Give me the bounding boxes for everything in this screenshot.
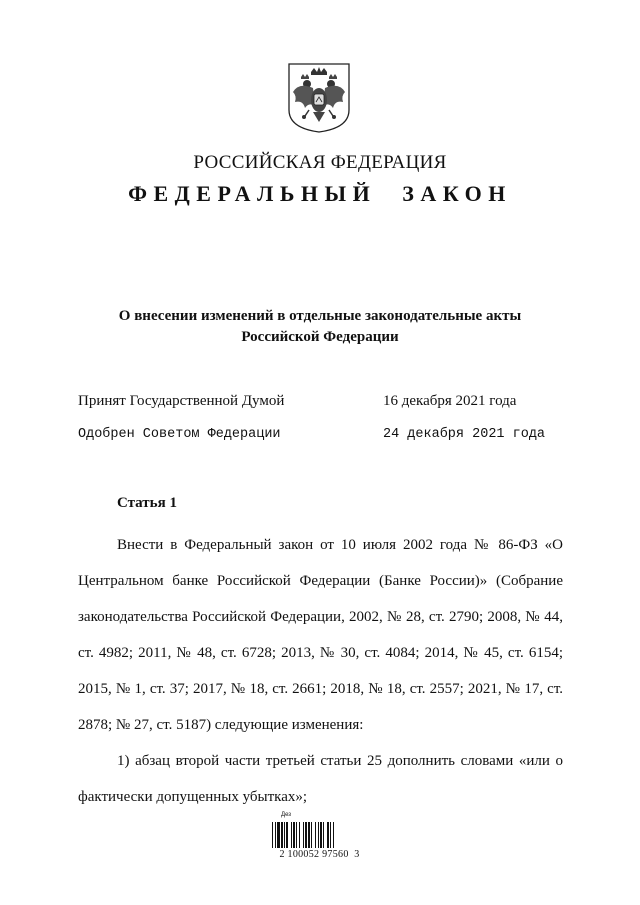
barcode-bar — [330, 822, 331, 848]
barcode-bars-icon — [272, 822, 368, 848]
document-title — [100, 306, 540, 348]
article-body — [78, 527, 563, 815]
article-paragraph: Внести в Федеральный закон от 10 июля 2002 года № 86-ФЗ «О Центральном банке Российской Федерации (Банке России)» (Собрание законодательства Российской Федерации, 2002, № 28, ст. 2790; 2008, № 44, ст. 4982; 2011, № 48, ст. 6728; 2013, № 30, ст. 4084; 2014, № 45, ст. 6154; 2015, № 1, ст. 37; 2017, № 18, ст. 2661; 2018, № 18, ст. 2557; 2021, № 17, ст. 2878; № 27, ст. 5187) следующие изменения: — [78, 537, 563, 733]
barcode-bar — [286, 822, 288, 848]
document-title-line: Российской Федерации — [241, 329, 399, 345]
barcode-bar — [293, 822, 295, 848]
document-type-heading: ФЕДЕРАЛЬНЫЙ ЗАКОН — [128, 181, 512, 206]
barcode-bar — [305, 822, 307, 848]
barcode-mark: Дез — [281, 812, 292, 818]
barcode-bar — [315, 822, 316, 848]
document-title-line: О внесении изменений в отдельные законодательные акты — [118, 308, 522, 324]
barcode-bar — [275, 822, 276, 848]
barcode-bar — [318, 822, 319, 848]
barcode-bar — [333, 822, 334, 848]
adoption-date: 16 декабря 2021 года — [383, 393, 517, 409]
barcode — [262, 812, 377, 868]
barcode-bar — [272, 822, 273, 848]
article-paragraph: 1) абзац второй части третьей статьи 25 дополнить словами «или о фактически допущенных убытках»; — [78, 753, 563, 805]
barcode-number: 2 100052 97560 3 — [279, 849, 360, 860]
adoption-body: Одобрен Советом Федерации — [78, 427, 281, 442]
barcode-bar — [311, 822, 312, 848]
barcode-bar — [320, 822, 322, 848]
barcode-bar — [299, 822, 300, 848]
russian-coat-of-arms-icon — [287, 62, 351, 134]
barcode-bar — [281, 822, 283, 848]
country-heading: РОССИЙСКАЯ ФЕДЕРАЦИЯ — [193, 152, 447, 173]
barcode-bar — [291, 822, 292, 848]
adoption-body: Принят Государственной Думой — [78, 393, 285, 409]
adoption-date: 24 декабря 2021 года — [383, 427, 546, 442]
article-title: Статья 1 — [117, 495, 177, 511]
barcode-bar — [296, 822, 297, 848]
barcode-bar — [308, 822, 310, 848]
barcode-bar — [284, 822, 285, 848]
barcode-bar — [323, 822, 324, 848]
barcode-bar — [303, 822, 304, 848]
barcode-bar — [327, 822, 329, 848]
barcode-bar — [277, 822, 280, 848]
